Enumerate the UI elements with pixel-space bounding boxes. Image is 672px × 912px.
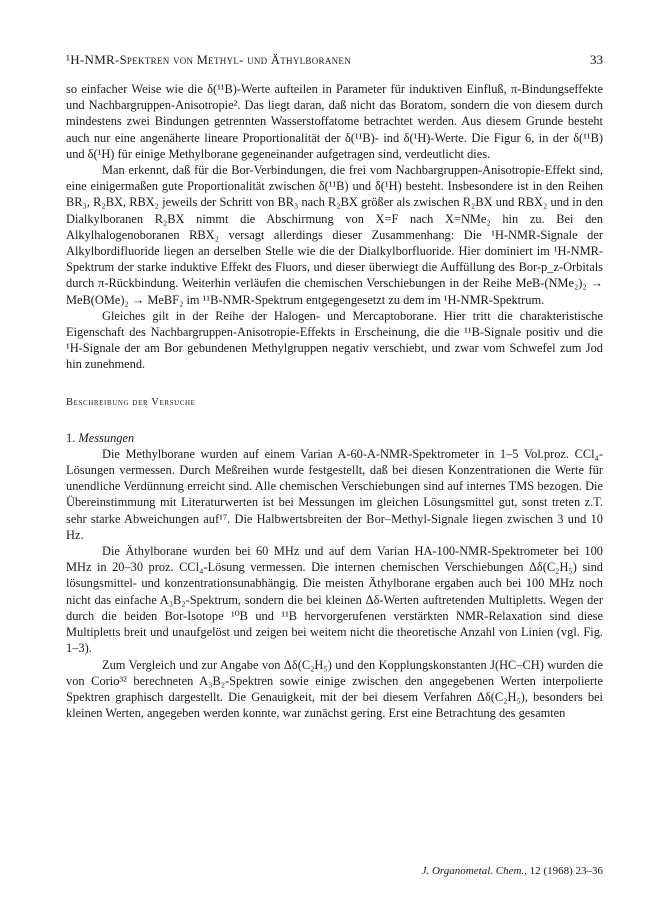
paragraph: Die Methylborane wurden auf einem Varian A-60-A-NMR-Spektrometer in 1–5 Vol.proz. CCl₄-Lösungen vermessen. Durch Meßreihen wurde festgestellt, daß bei diesen Konzentrationen die Werte für unendliche Verdünnung erreicht sind. Alle chemischen Verschiebungen sind auf internes TMS bezogen. Die Übereinstimmung mit Literaturwerten ist bei Messungen im gleichen Lösungsmittel gut, sonst treten z.T. sehr starke Abweichungen auf¹⁷. Die Halbwertsbreiten der Bor–Methyl-Signale liegen zwischen 3 und 10 Hz.	[66, 446, 603, 542]
running-title	[66, 52, 351, 68]
footer-citation	[422, 865, 603, 877]
running-head	[66, 52, 603, 68]
section-heading: Beschreibung der Versuche	[66, 396, 196, 408]
paragraph: Gleiches gilt in der Reihe der Halogen- und Mercaptoborane. Hier tritt die charakteristische Eigenschaft des Nachbargruppen-Anisotropie-Effekts in Erscheinung, die die ¹¹B-Signale positiv und die ¹H-Signale der am Bor gebundenen Methylgruppen negativ verschiebt, und zwar vom Schwefel zum Jod hin zunehmend.	[66, 308, 603, 372]
paragraph: Man erkennt, daß für die Bor-Verbindungen, die frei vom Nachbargruppen-Anisotropie-Effekt sind, eine einigermaßen gute Proportionalität zwischen δ(¹¹B) und δ(¹H) besteht. Insbesondere ist in den Reihen BR₃, R₂BX, RBX₂ jeweils der Schritt von BR₃ nach R₂BX größer als zwischen R₂BX und RBX₂ und in den Dialkylboranen R₂BX nimmt die Abschirmung von X=F nach X=NMe₂ hin zu. Bei den Alkylhalogenoboranen RBX₂ versagt allerdings dieser Zusammenhang: Die ¹H-NMR-Signale der Alkylbordifluoride liegen an derselben Stelle wie die der Dialkylborfluoride. Hier dominiert im ¹H-NMR-Spektrum der starke induktive Effekt des Fluors, und dieser überwiegt die Auffüllung des Bor-p_z-Orbitals durch π-Rückbindung. Weiterhin verläufen die chemischen Verschiebungen in der Reihe MeB-(NMe₂)₂ → MeB(OMe)₂ → MeBF₂ im ¹¹B-NMR-Spektrum entgegengesetzt zu dem im ¹H-NMR-Spektrum.	[66, 163, 603, 307]
running-title-prefix: ¹H-NMR-	[66, 52, 120, 67]
running-title-main: Spektren von Methyl- und Äthylboranen	[119, 53, 352, 67]
subsection-heading	[66, 430, 603, 446]
page-number: 33	[590, 52, 603, 67]
paragraph: so einfacher Weise wie die δ(¹¹B)-Werte aufteilen in Parameter für induktiven Einfluß, π-Bindungseffekte und Nachbargruppen-Anisotropie². Das liegt daran, daß nicht das Boratom, sondern die von diesem durch mindestens zwei Bindungen getrennten Wasserstoffatome betrachtet werden. Aus diesem Grunde besteht auch nur eine angenäherte lineare Proportionalität der δ(¹¹B)- ind δ(¹H)-Werte. Die Figur 6, in der δ(¹¹B) und δ(¹H) für einige Methylborane gegeneinander aufgetragen sind, verdeutlicht dies.	[66, 82, 603, 161]
paragraph: Zum Vergleich und zur Angabe von Δδ(C₂H₅) und den Kopplungskonstanten J(HC–CH) wurden die von Corio³² berechneten A₃B₂-Spektren sowie einige zwischen den angegebenen Werten interpolierte Spektren graphisch dargestellt. Die Genauigkeit, mit der bei diesem Verfahren Δδ(C₂H₅), besonders bei kleinen Werten, angegeben werden konnte, war zunächst gering. Erst eine Betrachtung des gesamten	[66, 657, 603, 721]
subsection-title: Messungen	[78, 430, 135, 445]
volume-pages: , 12 (1968) 23–36	[524, 865, 603, 877]
journal-page	[66, 52, 603, 721]
journal-name: J. Organometal. Chem.	[421, 865, 525, 877]
body-text	[66, 81, 603, 721]
paragraph: Die Äthylborane wurden bei 60 MHz und auf dem Varian HA-100-NMR-Spektrometer bei 100 MHz in 20–30 proz. CCl₄-Lösung vermessen. Die internen chemischen Verschiebungen Δδ(C₂H₅) sind lösungsmittel- und konzentrationsunabhängig. Die meisten Äthylborane ergaben auch bei 100 MHz noch nicht das einfache A₃B₂-Spektrum, sondern die bei kleinen Δδ-Werten auftretenden Multipletts. Wegen der durch die beiden Bor-Isotope ¹⁰B und ¹¹B hervorgerufenen verstärkten NMR-Relaxation sind diese Multipletts breit und unaufgelöst und zeigen bei weitem nicht die theoretische Anzahl von Linien (vgl. Fig. 1–3).	[66, 544, 603, 656]
subsection-number: 1.	[66, 430, 76, 445]
